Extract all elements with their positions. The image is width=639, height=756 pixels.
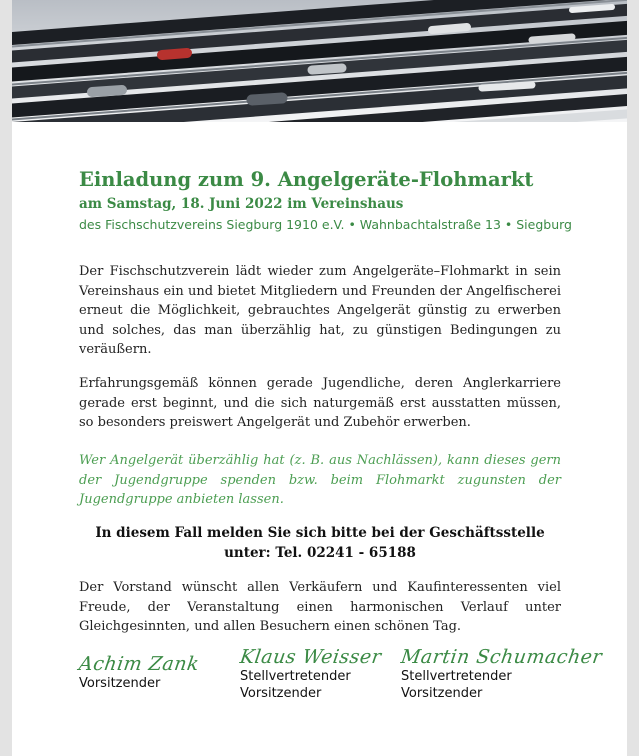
signature-role: Vorsitzender [79, 676, 161, 691]
intro-paragraph: Der Fischschutzverein lädt wieder zum Angelgeräte–Flohmarkt in sein Vereinshaus ein und bietet Mitgliedern und Freunden der Angelfischerei erneut die Möglichkeit, gebrauchtes Angelgerät günstig zu erwerben und solches, das man überzählig hat, zu günstigen Bedingungen zu veräußern. [79, 264, 561, 357]
signature-role-2: Vorsitzender [240, 686, 322, 701]
signature-block-deputy-1 [238, 646, 383, 702]
contact-callout [79, 523, 561, 563]
invitation-title: Einladung zum 9. Angelgeräte-Flohmarkt [79, 168, 534, 191]
phone-line: unter: Tel. 02241 - 65188 [224, 545, 416, 561]
signature-role: Stellvertretender [401, 669, 512, 684]
handwritten-signature: Martin Schumacher [399, 646, 604, 668]
handwritten-signature: Klaus Weisser [238, 646, 383, 668]
signature-block-deputy-2 [399, 646, 604, 702]
club-address: des Fischschutzvereins Siegburg 1910 e.V. • Wahnbachtalstraße 13 • Siegburg [79, 217, 572, 232]
fishing-rods-photo [12, 0, 627, 122]
closing-paragraph: Der Vorstand wünscht allen Verkäufern und Kaufinteressenten viel Freude, der Veranstaltung einen harmonischen Verlauf unter Gleichgesinnten, und allen Besuchern einen schönen Tag. [79, 580, 561, 634]
contact-line: In diesem Fall melden Sie sich bitte bei der Geschäftsstelle [95, 525, 545, 541]
signature-role: Stellvertretender [240, 669, 351, 684]
signature-block-chairman [77, 653, 201, 692]
flyer-page [12, 0, 627, 756]
youth-paragraph: Erfahrungsgemäß können gerade Jugendliche, deren Anglerkarriere gerade erst beginnt, und die sich naturgemäß erst ausstatten müssen, so besonders preiswert Angelgerät und Zubehör erwerben. [79, 376, 561, 430]
donation-paragraph: Wer Angelgerät überzählig hat (z. B. aus Nachlässen), kann dieses gern der Jugendgruppe spenden bzw. beim Flohmarkt zugunsten der Jugendgruppe anbieten lassen. [79, 453, 561, 507]
signature-role-2: Vorsitzender [401, 686, 483, 701]
handwritten-signature: Achim Zank [77, 653, 201, 675]
fishing-rods-image [12, 0, 627, 122]
event-date: am Samstag, 18. Juni 2022 im Vereinshaus [79, 196, 404, 212]
